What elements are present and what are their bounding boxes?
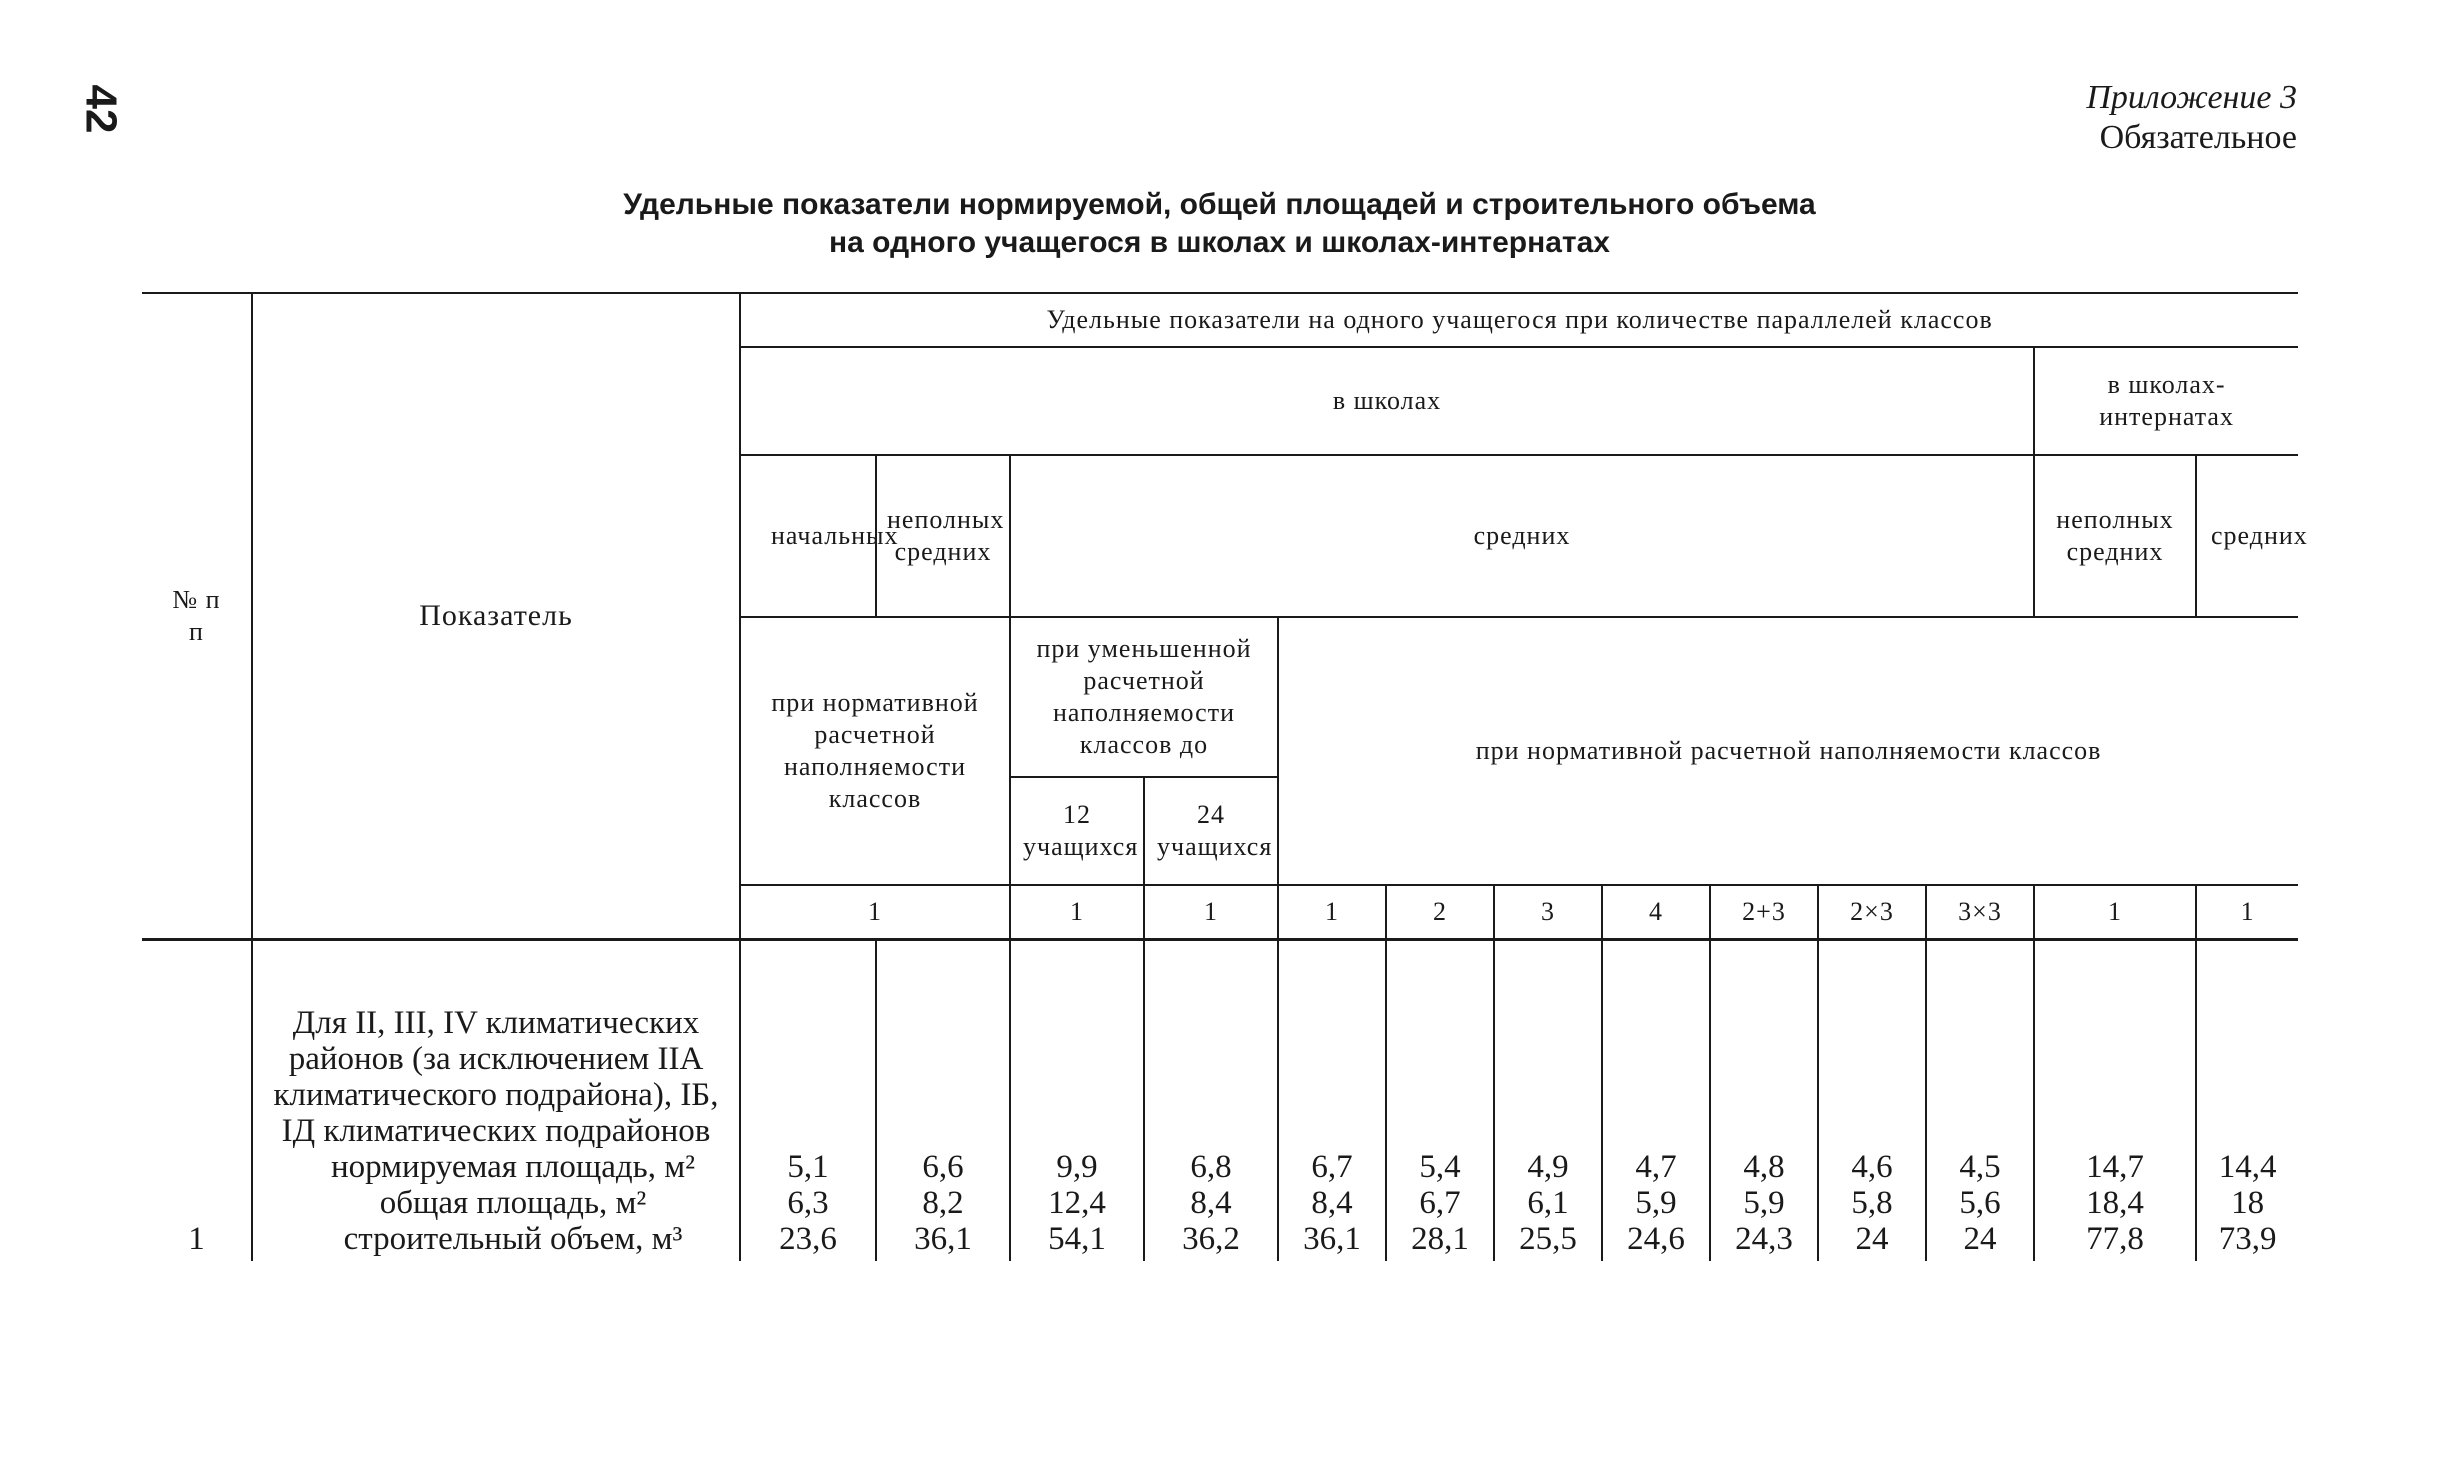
label-total-area: общая площадь, м² (379, 1185, 647, 1221)
col-indicator-header: Показатель (252, 293, 740, 939)
incomplete-secondary-header: неполных средних (876, 455, 1010, 617)
appendix-status: Обязательное (2099, 119, 2297, 156)
primary-header: начальных (740, 455, 876, 617)
table-row (142, 939, 2298, 1261)
value-cell: 6,8 8,4 36,2 (1144, 939, 1278, 1261)
secondary-header: средних (1010, 455, 2034, 617)
title-line-1: Удельные показатели нормируемой, общей площадей и строительного объема (623, 188, 1816, 221)
appendix-label (2086, 78, 2297, 158)
parallels-cell: 1 (1278, 885, 1386, 939)
group-header: Удельные показатели на одного учащегося при количестве параллелей классов (740, 293, 2298, 347)
parallels-cell: 4 (1602, 885, 1710, 939)
normative-fill-wide-header: при нормативной расчетной наполняемости классов (1278, 617, 2298, 885)
row-indicator (252, 939, 740, 1261)
value-cell: 4,8 5,9 24,3 (1710, 939, 1818, 1261)
parallels-cell: 1 (2196, 885, 2298, 939)
value-cell: 5,4 6,7 28,1 (1386, 939, 1494, 1261)
value-cell: 5,1 6,3 23,6 (740, 939, 876, 1261)
col-number-header: № п п (142, 293, 252, 939)
normative-fill-header: при нормативной расчетной наполняемости классов (740, 617, 1010, 885)
parallels-cell: 2×3 (1818, 885, 1926, 939)
value-cell: 6,6 8,2 36,1 (876, 939, 1010, 1261)
parallels-cell: 1 (2034, 885, 2196, 939)
parallels-cell: 1 (1010, 885, 1144, 939)
value-cell: 9,9 12,4 54,1 (1010, 939, 1144, 1261)
reduced-fill-header: при уменьшенной расчетной наполняемости классов до (1010, 617, 1278, 777)
value-cell: 14,4 18 73,9 (2196, 939, 2298, 1261)
parallels-cell: 3×3 (1926, 885, 2034, 939)
reduced-12-header: 12 учащихся (1010, 777, 1144, 885)
row-description: Для II, III, IV климатических районов (за исключением IIА климатического подрайона), IБ, IД климатических подрайонов (273, 1005, 719, 1149)
label-building-volume: строительный объем, м³ (343, 1221, 683, 1257)
row-number: 1 (142, 939, 252, 1261)
schools-header: в школах (740, 347, 2034, 455)
value-cell: 4,7 5,9 24,6 (1602, 939, 1710, 1261)
parallels-cell: 3 (1494, 885, 1602, 939)
label-normed-area: нормируемая площадь, м² (330, 1149, 695, 1185)
value-cell: 4,6 5,8 24 (1818, 939, 1926, 1261)
value-cell: 14,7 18,4 77,8 (2034, 939, 2196, 1261)
page-title (0, 186, 2439, 262)
value-cell: 4,5 5,6 24 (1926, 939, 2034, 1261)
boarding-header: в школах-интернатах (2034, 347, 2298, 455)
appendix-number: Приложение 3 (2086, 79, 2297, 116)
reduced-24-header: 24 учащихся (1144, 777, 1278, 885)
boarding-incomplete-header: неполных средних (2034, 455, 2196, 617)
parallels-cell: 2 (1386, 885, 1494, 939)
page-number: 42 (76, 84, 126, 134)
boarding-secondary-header: средних (2196, 455, 2298, 617)
value-cell: 6,7 8,4 36,1 (1278, 939, 1386, 1261)
value-cell: 4,9 6,1 25,5 (1494, 939, 1602, 1261)
indicators-table (142, 292, 2308, 1261)
title-line-2: на одного учащегося в школах и школах-интернатах (829, 226, 1610, 259)
parallels-cell: 1 (1144, 885, 1278, 939)
parallels-cell: 1 (740, 885, 1010, 939)
parallels-cell: 2+3 (1710, 885, 1818, 939)
